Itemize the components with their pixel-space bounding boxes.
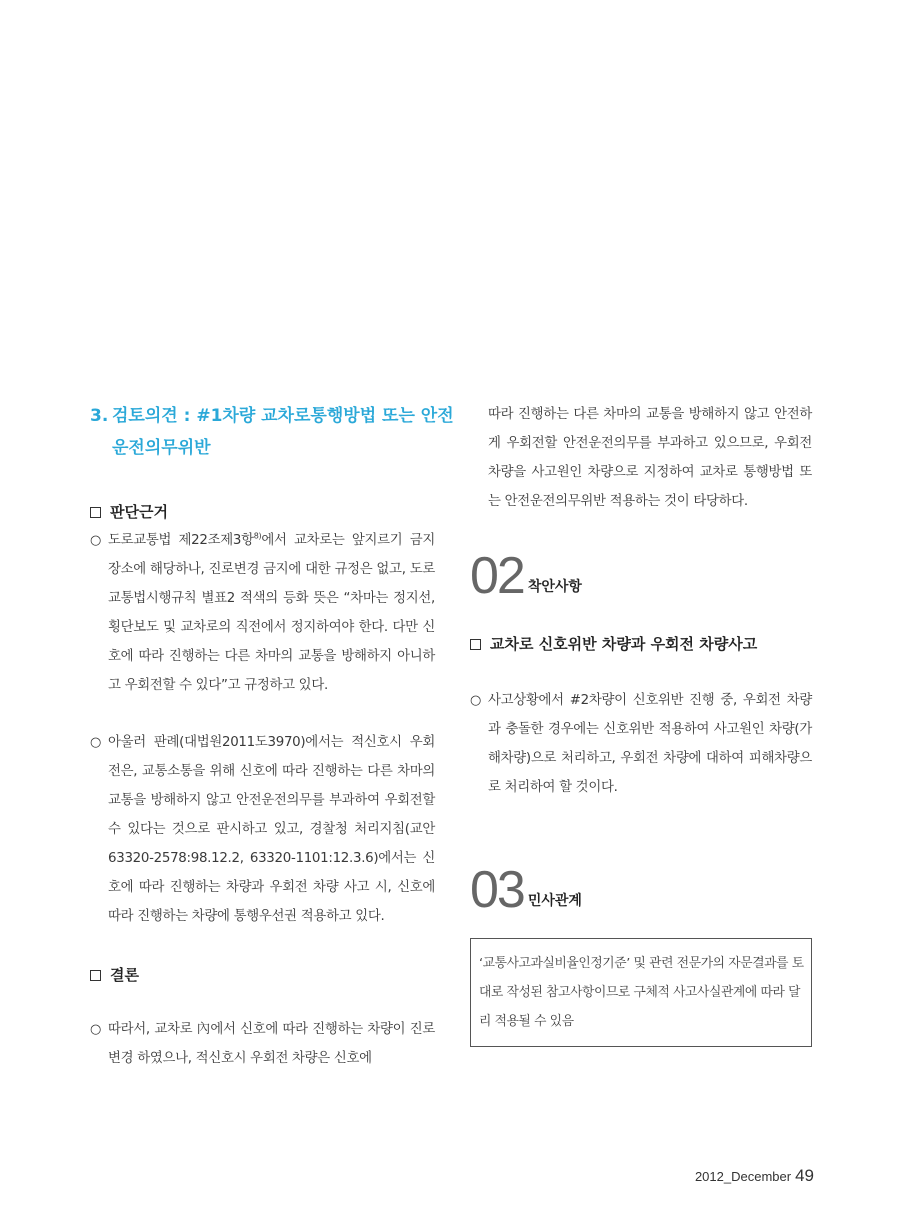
conclusion-item — [90, 1015, 435, 1073]
conclusion-heading-label: 결론 — [110, 966, 139, 984]
s02-heading — [470, 630, 812, 658]
conclusion-item-text: 따라서, 교차로 內에서 신호에 따라 진행하는 차량이 진로변경 하였으나, 적신호시 우회전 차량은 신호에 — [108, 1022, 435, 1066]
circle-bullet-icon: ○ — [90, 735, 102, 750]
section-number: 3. — [90, 406, 109, 426]
page-footer — [695, 1166, 814, 1186]
basis-item-1 — [90, 526, 435, 700]
square-bullet-icon — [90, 970, 101, 981]
basis-heading — [90, 498, 435, 526]
circle-bullet-icon: ○ — [90, 1022, 102, 1037]
square-bullet-icon — [470, 639, 481, 650]
section-02-header — [470, 547, 812, 605]
circle-bullet-icon: ○ — [90, 533, 102, 548]
conclusion-heading — [90, 961, 435, 989]
basis-item-1-text-a: 도로교통법 제22조제3항 — [108, 533, 254, 548]
right-column — [470, 400, 812, 1047]
section-heading-review — [90, 400, 454, 464]
basis-item-2 — [90, 728, 435, 931]
issue-label: 2012_December — [694, 1169, 792, 1184]
left-column — [90, 400, 454, 1073]
section-02-number: 02 — [470, 547, 524, 605]
footnote-ref: 8) — [253, 531, 262, 541]
circle-bullet-icon: ○ — [470, 693, 482, 708]
section-03-header — [470, 861, 812, 919]
s02-heading-label: 교차로 신호위반 차량과 우회전 차량사고 — [490, 635, 758, 653]
section-title-line2: 운전의무위반 — [112, 438, 211, 458]
section-title-line1: 검토의견 : #1차량 교차로통행방법 또는 안전 — [112, 406, 454, 426]
square-bullet-icon — [90, 507, 101, 518]
section-03-title: 민사관계 — [527, 893, 582, 909]
basis-item-2-text: 아울러 판례(대법원2011도3970)에서는 적신호시 우회전은, 교통소통을 위해 신호에 따라 진행하는 다른 차마의 교통을 방해하지 않고 안전운전의무를 부과하여 우회전할 수 있다는 것으로 판시하고 있고, 경찰청 처리지침(교안63320-2578:98.12.2, 63320-1101:12.3.6)에서는 신호에 따라 진행하는 차량과 우회전 차량 사고 시, 신호에 따라 진행하는 차량에 통행우선권 적용하고 있다. — [108, 735, 435, 924]
basis-item-1-text-b: 에서 교차로는 앞지르기 금지 장소에 해당하나, 진로변경 금지에 대한 규정은 없고, 도로교통법시행규칙 별표2 적색의 등화 뜻은 “차마는 정지선, 횡단보도 및 교차로의 직전에서 정지하여야 한다. 다만 신호에 따라 진행하는 다른 차마의 교통을 방해하지 아니하고 우회전할 수 있다”고 규정하고 있다. — [108, 533, 435, 693]
s02-item-text: 사고상황에서 #2차량이 신호위반 진행 중, 우회전 차량과 충돌한 경우에는 신호위반 적용하여 사고원인 차량(가해차량)으로 처리하고, 우회전 차량에 대하여 피해차량으로 처리하여 할 것이다. — [488, 693, 812, 795]
s02-item — [470, 686, 812, 802]
civil-note-box: ‘교통사고과실비율인정기준’ 및 관련 전문가의 자문결과를 토대로 작성된 참고사항이므로 구체적 사고사실관계에 따라 달리 적용될 수 있음 — [470, 938, 812, 1047]
conclusion-continuation: 따라 진행하는 다른 차마의 교통을 방해하지 않고 안전하게 우회전할 안전운전의무를 부과하고 있으므로, 우회전 차량을 사고원인 차량으로 지정하여 교차로 통행방법 또는 안전운전의무위반 적용하는 것이 타당하다. — [488, 407, 812, 509]
page-number: 49 — [795, 1166, 814, 1185]
section-03-number: 03 — [470, 861, 524, 919]
basis-heading-label: 판단근거 — [110, 503, 168, 521]
section-02-title: 착안사항 — [527, 579, 582, 595]
